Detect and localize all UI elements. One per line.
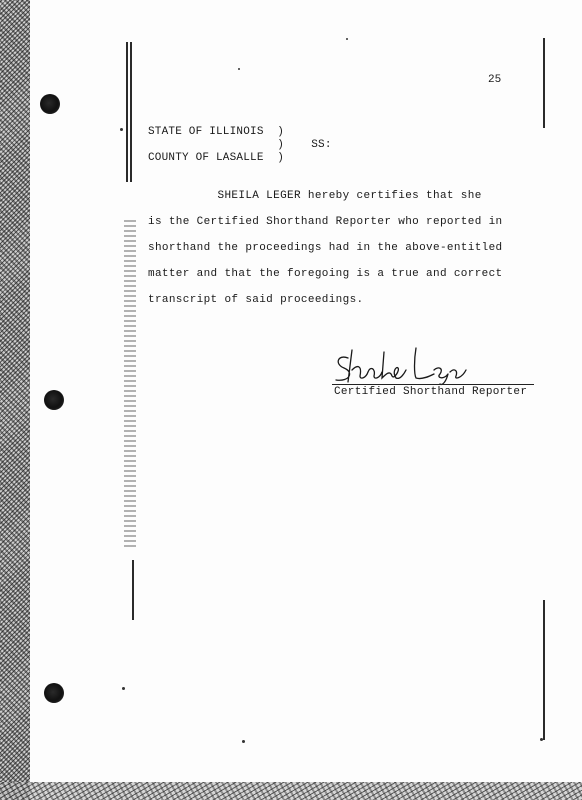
- punch-hole-top: [40, 94, 60, 114]
- certification-line: shorthand the proceedings had in the above-entitled: [148, 242, 503, 254]
- scan-speck: [346, 38, 348, 40]
- punch-hole-middle: [44, 390, 64, 410]
- venue-county: COUNTY OF LASALLE ): [148, 152, 285, 164]
- certification-line: matter and that the foregoing is a true and correct: [148, 268, 503, 280]
- page-number: 25: [488, 74, 502, 86]
- left-margin-rule: [126, 42, 128, 182]
- scan-speck: [238, 68, 240, 70]
- certification-line: is the Certified Shorthand Reporter who reported in: [148, 216, 503, 228]
- signature-caption: Certified Shorthand Reporter: [334, 386, 528, 398]
- margin-printer-text: [124, 220, 136, 550]
- scan-speck: [122, 687, 125, 690]
- certification-line: transcript of said proceedings.: [148, 294, 364, 306]
- certification-line: SHEILA LEGER hereby certifies that she: [148, 190, 482, 202]
- handwritten-signature: [330, 340, 470, 388]
- scan-speck: [120, 128, 123, 131]
- venue-state: STATE OF ILLINOIS ): [148, 126, 285, 138]
- right-margin-rule-lower: [543, 600, 545, 740]
- signature-line: [332, 384, 534, 385]
- left-margin-rule-lower: [132, 560, 134, 620]
- scan-speck: [242, 740, 245, 743]
- venue-ss: ) SS:: [148, 139, 332, 151]
- scan-bottom-edge: [0, 782, 582, 800]
- punch-hole-bottom: [44, 683, 64, 703]
- scan-speck: [540, 738, 543, 741]
- scan-binding-edge: [0, 0, 30, 800]
- right-margin-rule: [543, 38, 545, 128]
- left-margin-rule-inner: [130, 42, 132, 182]
